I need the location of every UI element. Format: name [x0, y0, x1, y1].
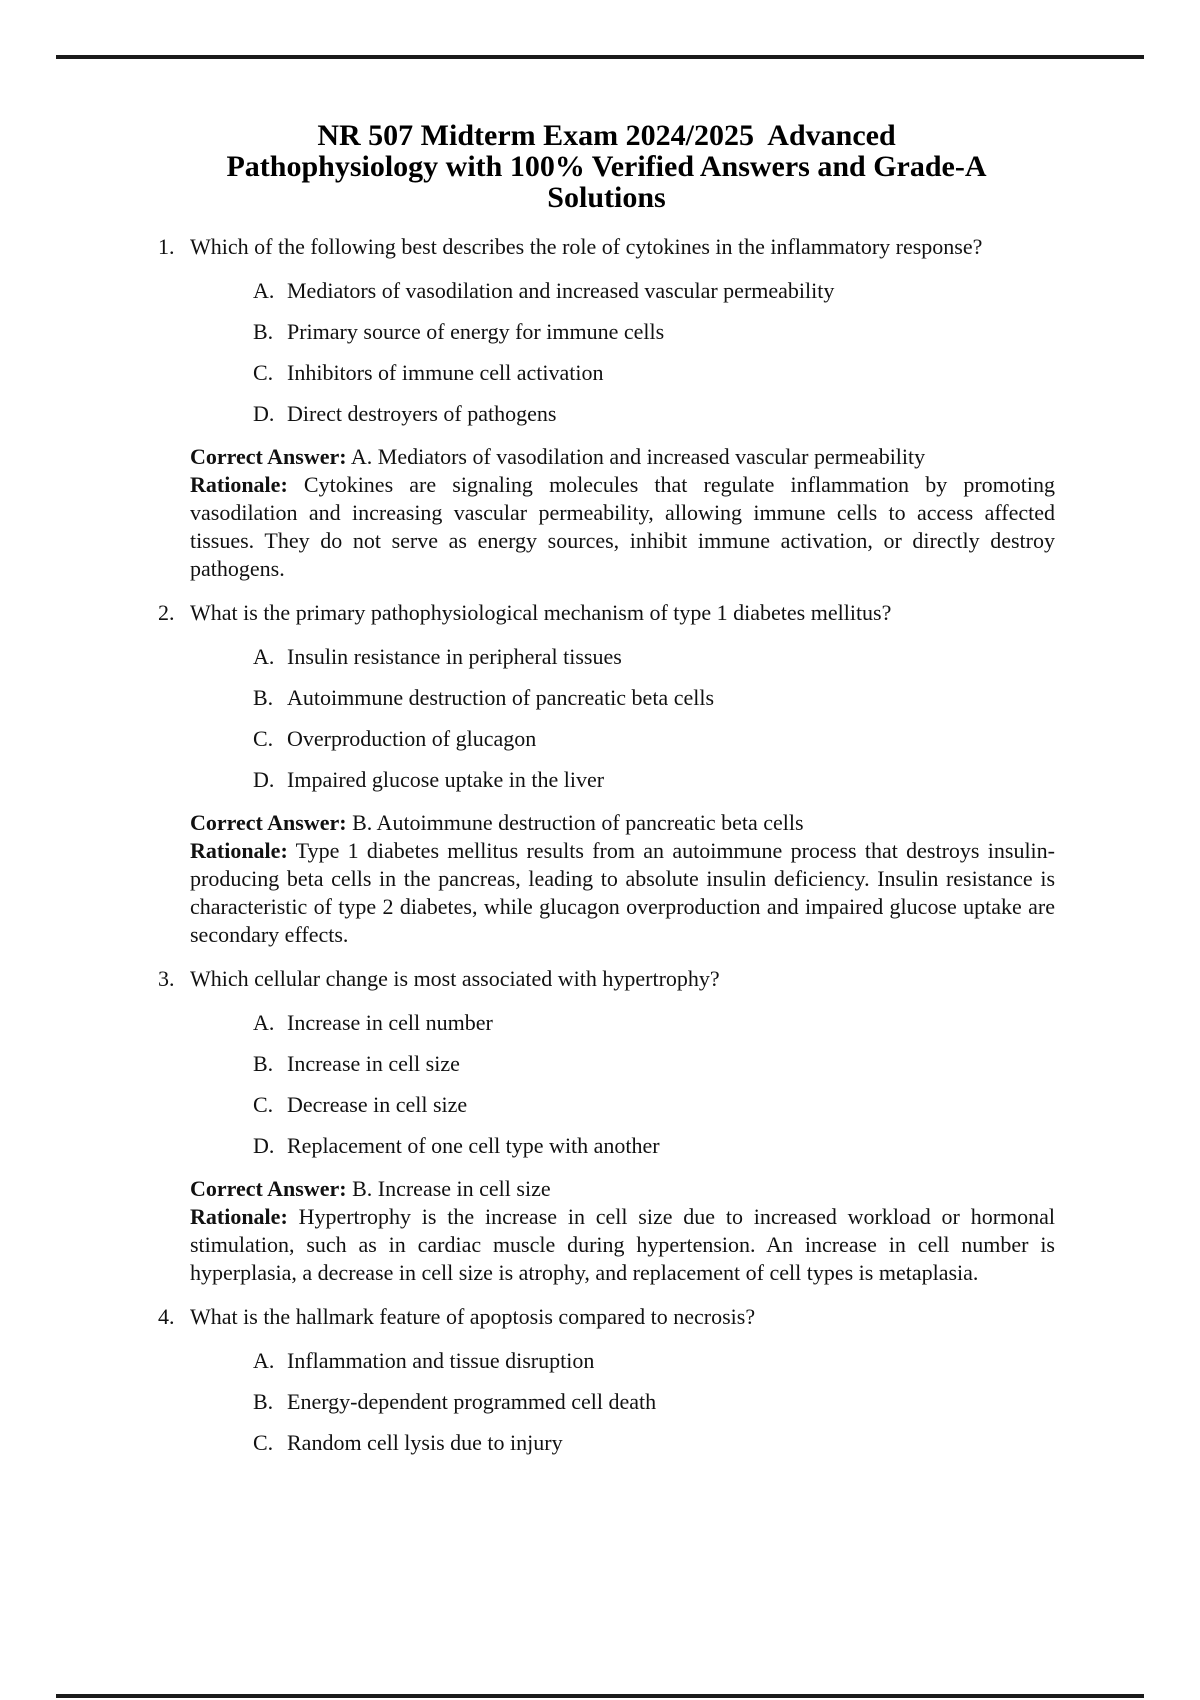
rationale-text: Cytokines are signaling molecules that regulate inflammation by promoting vasodilation and increasing vascular permeability, allowing immune cells to access affected tissues. They do not serve as energy sources, inhibit immune activation, or directly destroy pathogens. — [190, 472, 1055, 581]
option-row — [253, 1011, 1055, 1034]
option-text: Impaired glucose uptake in the liver — [287, 767, 605, 792]
bottom-horizontal-rule — [56, 1694, 1144, 1698]
option-text: Inhibitors of immune cell activation — [287, 360, 604, 385]
option-row — [253, 279, 1055, 302]
question-number: 4. — [158, 1304, 175, 1329]
option-row — [253, 1134, 1055, 1157]
question-block-2 — [158, 601, 1055, 949]
question-line — [158, 967, 1055, 990]
option-text: Autoimmune destruction of pancreatic beta cells — [287, 685, 715, 710]
title-line: Solutions — [547, 181, 666, 214]
option-row — [253, 1390, 1055, 1413]
option-row — [253, 686, 1055, 709]
option-text: Mediators of vasodilation and increased vascular permeability — [287, 278, 835, 303]
option-row — [253, 320, 1055, 343]
rationale-text: Hypertrophy is the increase in cell size due to increased workload or hormonal stimulation, such as in cardiac muscle during hypertension. An increase in cell number is hyperplasia, a decrease in cell size is atrophy, and replacement of cell types is metaplasia. — [190, 1204, 1056, 1285]
question-block-3 — [158, 967, 1055, 1287]
option-row — [253, 1052, 1055, 1075]
question-number: 3. — [158, 966, 175, 991]
question-line — [158, 601, 1055, 624]
option-text: Insulin resistance in peripheral tissues — [287, 644, 622, 669]
option-letter: C. — [253, 1092, 274, 1117]
option-row — [253, 727, 1055, 750]
rationale-paragraph — [190, 837, 1055, 949]
option-letter: A. — [253, 644, 275, 669]
option-row — [253, 361, 1055, 384]
option-text: Direct destroyers of pathogens — [287, 401, 557, 426]
option-text: Increase in cell size — [287, 1051, 460, 1076]
question-text: What is the hallmark feature of apoptosis compared to necrosis? — [190, 1304, 756, 1329]
option-text: Inflammation and tissue disruption — [287, 1348, 595, 1373]
option-text: Decrease in cell size — [287, 1092, 468, 1117]
option-row — [253, 1093, 1055, 1116]
document-content — [158, 120, 1055, 1472]
option-letter: D. — [253, 401, 275, 426]
rationale-paragraph — [190, 1203, 1055, 1287]
correct-answer-text: B. Autoimmune destruction of pancreatic beta cells — [352, 810, 804, 835]
answer-block — [190, 809, 1055, 949]
option-letter: B. — [253, 685, 274, 710]
correct-answer-text: A. Mediators of vasodilation and increased vascular permeability — [350, 444, 926, 469]
option-text: Overproduction of glucagon — [287, 726, 537, 751]
rationale-label: Rationale: — [190, 1204, 288, 1229]
rationale-label: Rationale: — [190, 838, 288, 863]
option-letter: A. — [253, 278, 275, 303]
question-text: Which of the following best describes the role of cytokines in the inflammatory response? — [190, 234, 983, 259]
title-line: Pathophysiology with 100% Verified Answers and Grade-A — [226, 150, 987, 183]
question-block-1 — [158, 235, 1055, 583]
option-text: Increase in cell number — [287, 1010, 493, 1035]
correct-answer-text: B. Increase in cell size — [352, 1176, 551, 1201]
option-letter: C. — [253, 1430, 274, 1455]
title-line: NR 507 Midterm Exam 2024/2025 Advanced — [317, 119, 896, 152]
option-letter: B. — [253, 1389, 274, 1414]
option-letter: D. — [253, 767, 275, 792]
option-text: Primary source of energy for immune cells — [287, 319, 665, 344]
option-text: Energy-dependent programmed cell death — [287, 1389, 657, 1414]
option-letter: C. — [253, 360, 274, 385]
option-row — [253, 645, 1055, 668]
correct-answer-label: Correct Answer: — [190, 444, 347, 469]
correct-answer-line — [190, 809, 1055, 837]
option-text: Random cell lysis due to injury — [287, 1430, 563, 1455]
option-row — [253, 1431, 1055, 1454]
rationale-label: Rationale: — [190, 472, 288, 497]
question-text: Which cellular change is most associated with hypertrophy? — [190, 966, 720, 991]
option-row — [253, 402, 1055, 425]
question-line — [158, 235, 1055, 258]
question-number: 1. — [158, 234, 175, 259]
answer-block — [190, 443, 1055, 583]
option-row — [253, 1349, 1055, 1372]
option-letter: D. — [253, 1133, 275, 1158]
option-row — [253, 768, 1055, 791]
correct-answer-label: Correct Answer: — [190, 810, 347, 835]
rationale-paragraph — [190, 471, 1055, 583]
option-letter: A. — [253, 1348, 275, 1373]
option-letter: A. — [253, 1010, 275, 1035]
correct-answer-line — [190, 443, 1055, 471]
answer-block — [190, 1175, 1055, 1287]
option-letter: B. — [253, 319, 274, 344]
question-text: What is the primary pathophysiological mechanism of type 1 diabetes mellitus? — [190, 600, 892, 625]
correct-answer-label: Correct Answer: — [190, 1176, 347, 1201]
rationale-text: Type 1 diabetes mellitus results from an autoimmune process that destroys insulin-producing beta cells in the pancreas, leading to absolute insulin deficiency. Insulin resistance is characteristic of type 2 diabetes, while glucagon overproduction and impaired glucose uptake are secondary effects. — [190, 838, 1055, 947]
question-block-4 — [158, 1305, 1055, 1454]
question-line — [158, 1305, 1055, 1328]
question-number: 2. — [158, 600, 175, 625]
option-text: Replacement of one cell type with another — [287, 1133, 660, 1158]
correct-answer-line — [190, 1175, 1055, 1203]
top-horizontal-rule — [56, 55, 1144, 59]
document-title — [158, 120, 1055, 213]
option-letter: C. — [253, 726, 274, 751]
option-letter: B. — [253, 1051, 274, 1076]
